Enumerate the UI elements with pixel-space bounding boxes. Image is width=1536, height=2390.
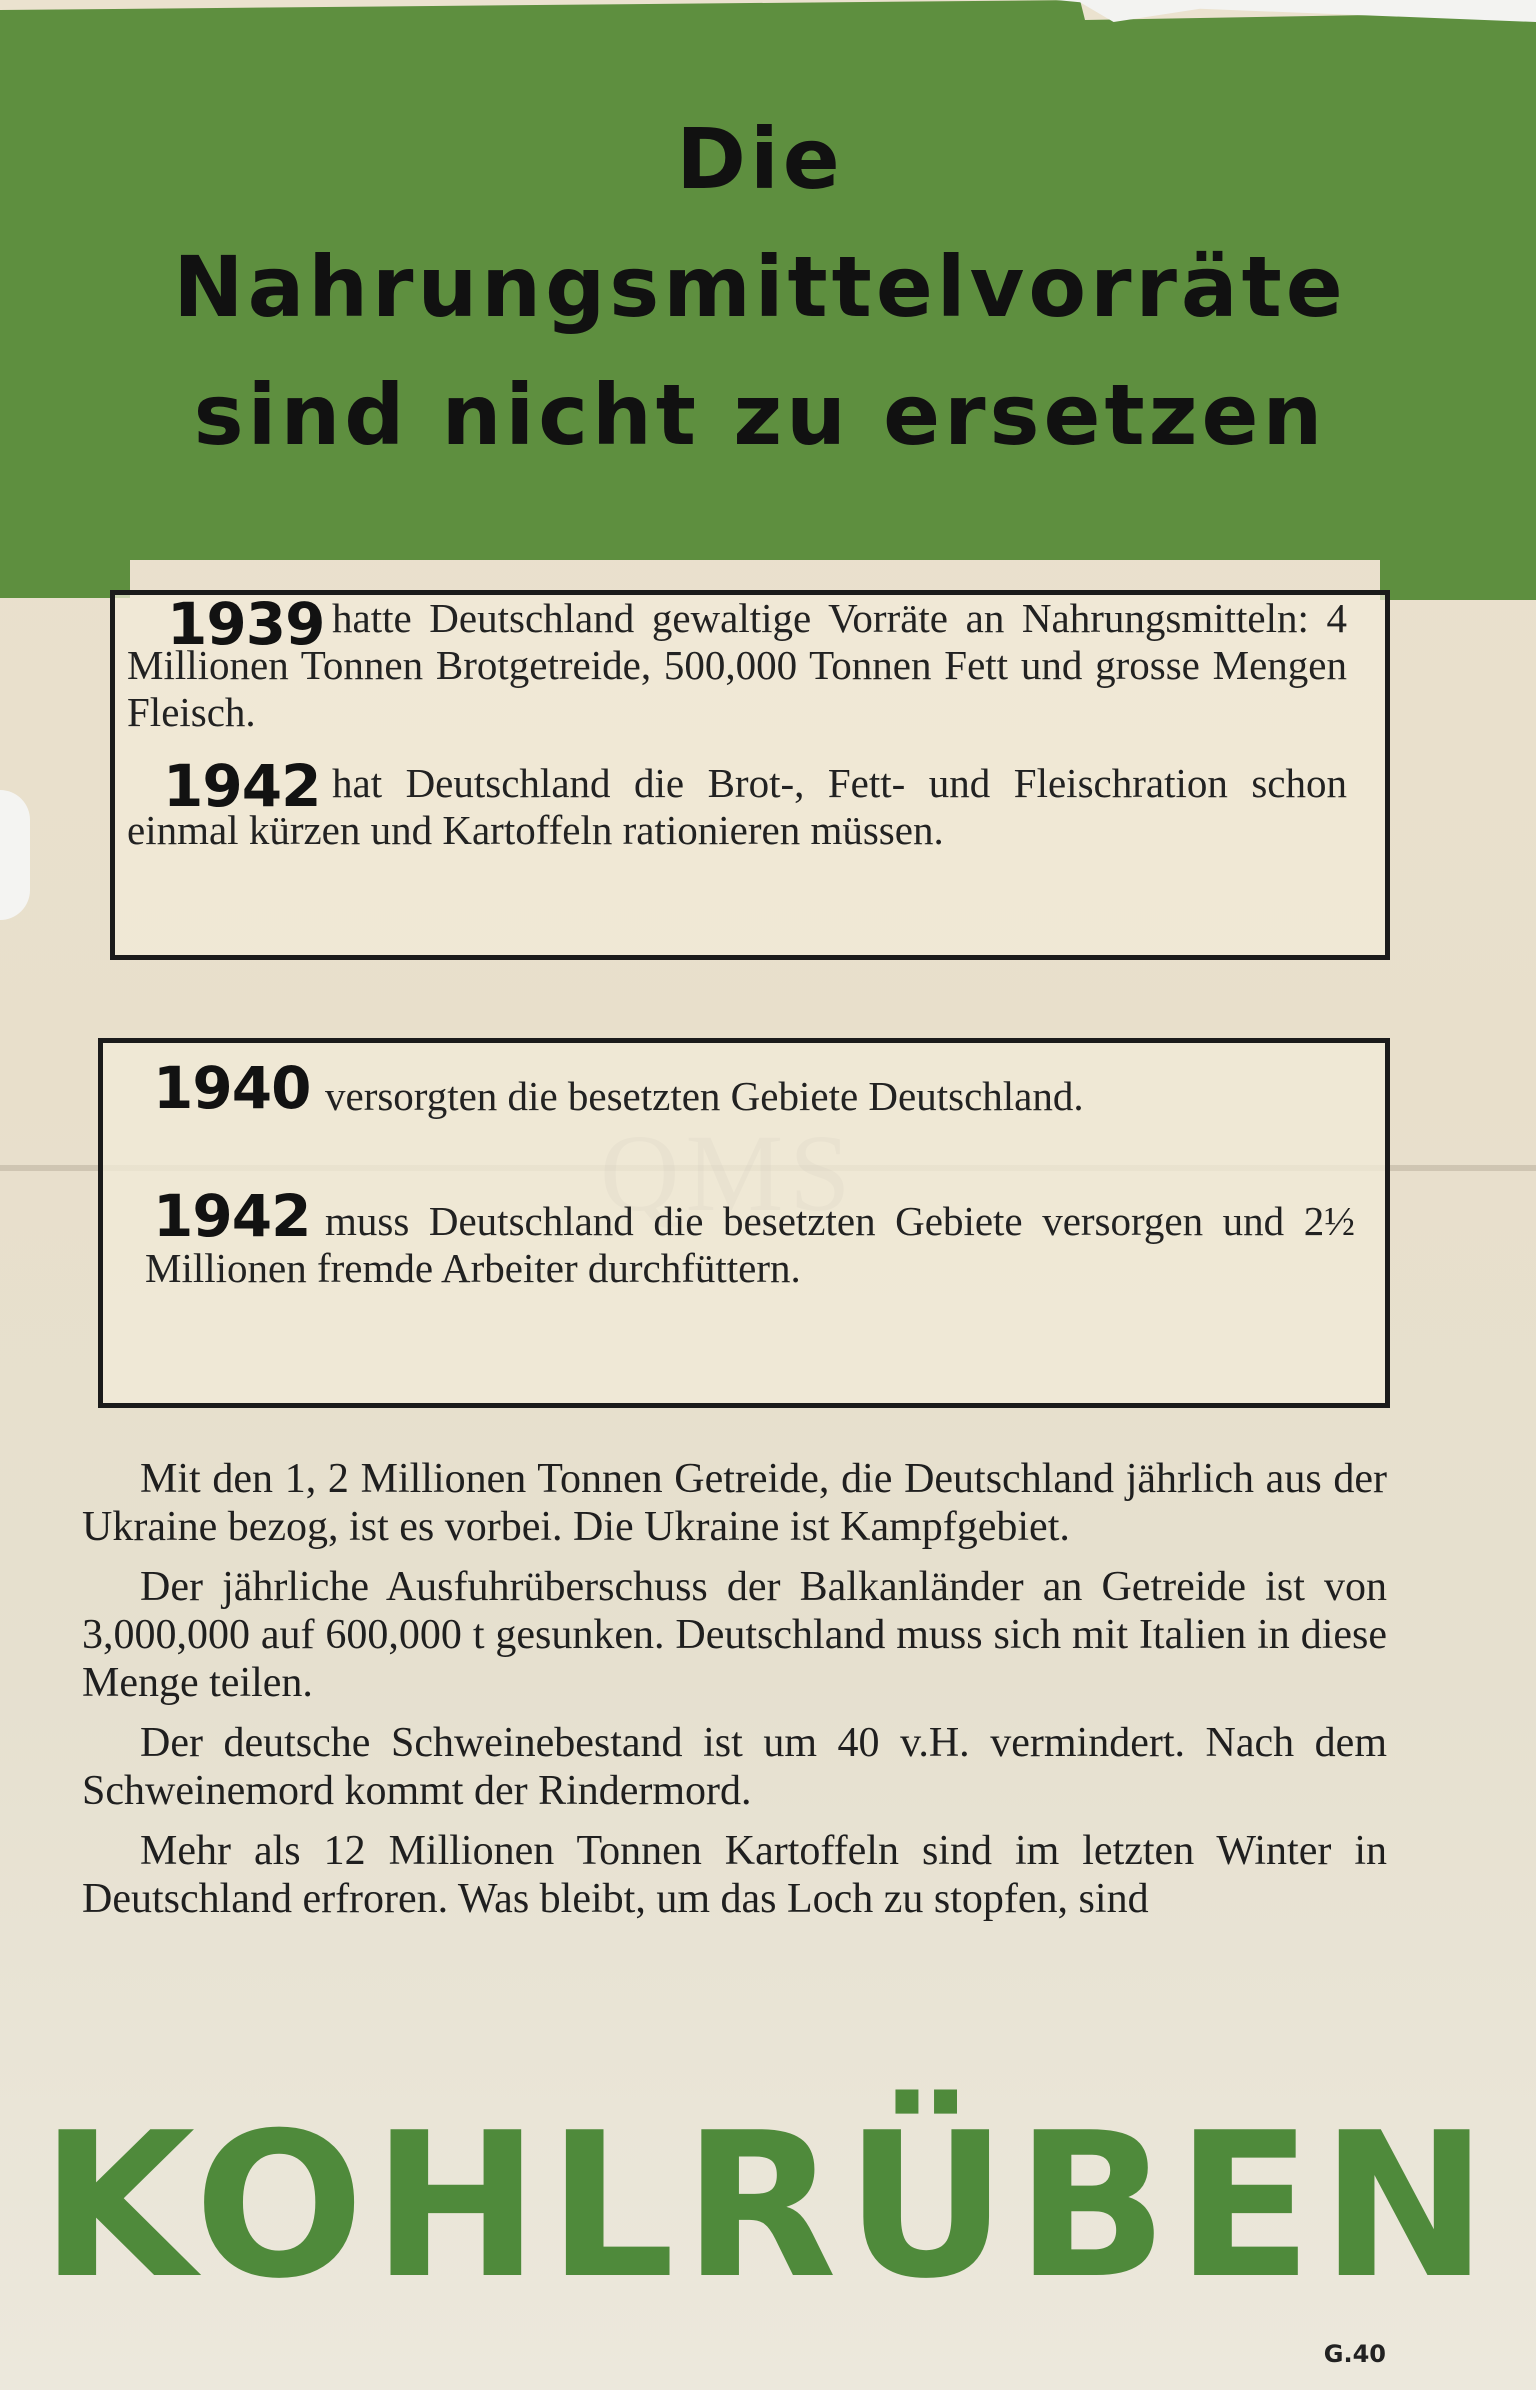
info-box-2 [98, 1038, 1390, 1408]
info-box-1 [110, 590, 1390, 960]
bottom-headline: KOHLRÜBEN [40, 2090, 1496, 2323]
box-entry-text: hat Deutschland die Brot-, Fett- und Fleischration schon einmal kürzen und Kartoffeln rationieren müssen. [127, 760, 1347, 853]
title-line-3: sind nicht zu ersetzen [193, 366, 1327, 464]
paragraph: Der deutsche Schweinebestand ist um 40 v.H. vermindert. Nach dem Schweinemord kommt der Rindermord. [82, 1720, 1387, 1814]
year-label: 1940 [153, 1054, 311, 1122]
box-entry-text: muss Deutschland die besetzten Gebiete versorgen und 2½ Millionen fremde Arbeiter durchfüttern. [145, 1198, 1355, 1291]
year-label: 1939 [167, 590, 325, 658]
year-label: 1942 [163, 752, 321, 820]
year-label: 1942 [153, 1182, 311, 1250]
body-paragraphs [82, 1455, 1387, 1935]
title-line-1: Die [676, 110, 844, 208]
paragraph: Mehr als 12 Millionen Tonnen Kartoffeln sind im letzten Winter in Deutschland erfroren. Was bleibt, um das Loch zu stopfen, sind [82, 1828, 1387, 1922]
paragraph: Mit den 1, 2 Millionen Tonnen Getreide, die Deutschland jährlich aus der Ukraine bezog, ist es vorbei. Die Ukraine ist Kampfgebiet. [82, 1456, 1387, 1550]
box-entry-text: hatte Deutschland gewaltige Vorräte an Nahrungsmitteln: 4 Millionen Tonnen Brotgetreide, 500,000 Tonnen Fett und grosse Mengen Fleisch. [127, 595, 1347, 735]
page-title [110, 95, 1410, 479]
box-entry-text: versorgten die besetzten Gebiete Deutschland. [325, 1073, 1084, 1119]
title-line-2: Nahrungsmittelvorräte [173, 238, 1347, 336]
paper-hole [0, 790, 30, 920]
leaflet-code: G.40 [1323, 2340, 1386, 2368]
paragraph: Der jährliche Ausfuhrüberschuss der Balkanländer an Getreide ist von 3,000,000 auf 600,000 t gesunken. Deutschland muss sich mit Italien in diese Menge teilen. [82, 1564, 1387, 1706]
